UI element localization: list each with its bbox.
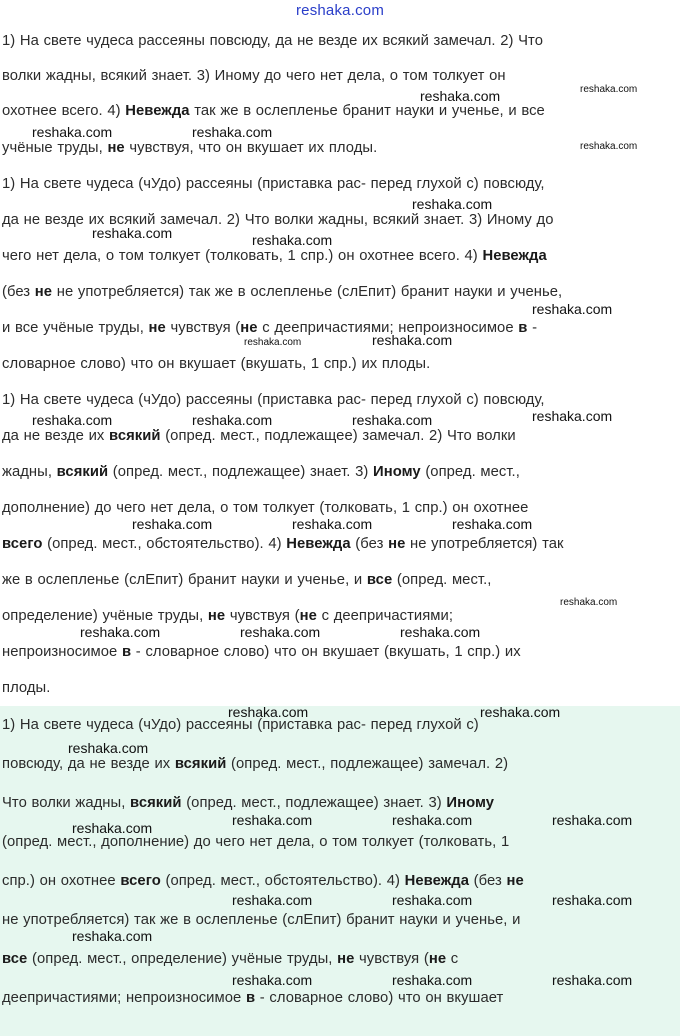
text-line: да не везде их всякий замечал. 2) Что волки жадны, всякий знает. 3) Иному до [2,212,554,228]
text-line [2,755,678,773]
bold-word: Иному [446,795,495,811]
bold-word: в [245,990,256,1006]
text-fragment: чувствуя ( [354,951,429,967]
bold-word: не [148,320,166,336]
watermark: reshaka.com [552,812,633,828]
bold-word: Невежда [125,103,190,119]
text-fragment: (опред. мест., обстоятельство). 4) [42,536,287,552]
text-fragment: (без [469,873,507,889]
text-line: (опред. мест., дополнение) до чего нет дела, о том толкует (толковать, 1 [2,834,510,850]
watermark: reshaka.com [392,892,473,908]
text-fragment: - [527,320,538,336]
watermark: reshaka.com [32,124,113,140]
text-fragment: учёные труды, [2,140,108,156]
watermark: reshaka.com [392,812,473,828]
bold-word: не [207,608,226,624]
bold-word: в [121,644,132,660]
text-fragment: не употребляется) так же в ослепленье (слЕпит) бранит науки и ученье, [52,284,563,300]
watermark: reshaka.com [480,704,561,720]
bold-word: не [506,873,524,889]
bold-word: Невежда [482,248,547,264]
text-fragment: жадны, [2,464,57,480]
text-fragment: определение) учёные труды, [2,608,208,624]
text-fragment: (опред. мест., подлежащее) замечал. 2) [226,756,509,772]
text-fragment: - словарное слово) что он вкушает [255,990,504,1006]
text-fragment: да не везде их [2,428,110,444]
text-fragment: с деепричастиями; непроизносимое [257,320,519,336]
watermark: reshaka.com [232,812,313,828]
bold-word: всякий [174,756,227,772]
text-fragment: чувствуя, что он вкушает их плоды. [124,140,378,156]
text-fragment: (опред. мест., подлежащее) знает. 3) [181,795,447,811]
watermark: reshaka.com [92,225,173,241]
text-fragment: - словарное слово) что он вкушает (вкушать, 1 спр.) их [131,644,521,660]
bold-word: всего [2,536,43,552]
bold-word: Иному [373,464,421,480]
text-line [2,102,678,120]
text-fragment: спр.) он охотнее [2,873,121,889]
text-fragment: с деепричастиями; [316,608,453,624]
text-line [2,139,678,157]
task-text-spelling-analysis [0,175,678,373]
text-line [2,794,678,812]
text-fragment: (без [350,536,389,552]
text-fragment: (опред. мест., [420,464,520,480]
bold-word: в [518,320,528,336]
text-line [2,247,678,265]
bold-word: все [2,951,28,967]
text-line [2,283,678,301]
text-line [2,427,678,445]
bold-word: не [107,140,125,156]
task-text-pronoun-analysis [0,391,678,697]
watermark: reshaka.com [72,928,153,944]
text-fragment: (без [2,284,35,300]
bold-word: всего [120,873,161,889]
text-line: плоды. [2,680,51,696]
text-line: 1) На свете чудеса рассеяны повсюду, да не везде их всякий замечал. 2) Что [2,33,543,49]
watermark: reshaka.com [552,892,633,908]
task-text-original [0,32,678,157]
text-fragment: (опред. мест., подлежащее) замечал. 2) Что волки [160,428,516,444]
bold-word: не [240,320,258,336]
text-line: волки жадны, всякий знает. 3) Иному до чего нет дела, о том толкует он [2,68,506,84]
watermark: reshaka.com [252,232,333,248]
text-fragment: и все учёные труды, [2,320,149,336]
text-fragment: охотнее всего. 4) [2,103,126,119]
watermark: reshaka.com [192,124,273,140]
watermark: reshaka.com [532,301,613,317]
watermark: reshaka.com [420,88,501,104]
bold-word: Невежда [286,536,351,552]
bold-word: не [428,951,447,967]
watermark: reshaka.com [68,740,149,756]
text-line [2,989,678,1007]
text-fragment: не употребляется) так [405,536,564,552]
text-line: 1) На свете чудеса (чУдо) рассеяны (приставка рас- перед глухой с) [2,717,479,733]
text-line: не употребляется) так же в ослепленье (слЕпит) бранит науки и ученье, и [2,912,521,928]
text-line [2,643,678,661]
watermark: reshaka.com [552,972,633,988]
text-fragment: (опред. мест., [392,572,492,588]
text-line [2,535,678,553]
watermark: reshaka.com [580,84,638,95]
watermark: reshaka.com [400,624,481,640]
text-fragment: так же в ослепленье бранит науки и ученье, и все [189,103,545,119]
watermark: reshaka.com [372,332,453,348]
watermark: reshaka.com [232,892,313,908]
bold-word: всякий [56,464,109,480]
text-fragment: чувствуя ( [225,608,300,624]
text-fragment: чувствуя ( [165,320,241,336]
bold-word: не [299,608,317,624]
text-fragment: (опред. мест., обстоятельство). 4) [160,873,405,889]
bold-word: все [366,572,393,588]
bold-word: не [388,536,406,552]
watermark: reshaka.com [240,624,321,640]
bold-word: всякий [130,795,182,811]
watermark: reshaka.com [560,597,618,608]
watermark: reshaka.com [392,972,473,988]
site-title-link[interactable]: reshaka.com [295,2,385,19]
watermark: reshaka.com [80,624,161,640]
bold-word: всякий [109,428,161,444]
text-fragment: с [446,951,459,967]
watermark: reshaka.com [412,196,493,212]
watermark: reshaka.com [352,412,433,428]
text-line: 1) На свете чудеса (чУдо) рассеяны (приставка рас- перед глухой с) повсюду, [2,392,545,408]
watermark: reshaka.com [32,412,113,428]
text-fragment: (опред. мест., определение) учёные труды, [27,951,338,967]
bold-word: не [34,284,53,300]
bold-word: не [337,951,355,967]
text-fragment: деепричастиями; непроизносимое [2,990,246,1006]
text-line [2,607,678,625]
text-fragment: (опред. мест., подлежащее) знает. 3) [108,464,374,480]
watermark: reshaka.com [452,516,533,532]
watermark: reshaka.com [244,337,302,348]
text-line [2,319,678,337]
watermark: reshaka.com [132,516,213,532]
text-fragment: Что волки жадны, [2,795,131,811]
watermark: reshaka.com [192,412,273,428]
watermark: reshaka.com [228,704,309,720]
text-line [2,950,678,968]
watermark: reshaka.com [232,972,313,988]
text-fragment: чего нет дела, о том толкует (толковать, 1 спр.) он охотнее всего. 4) [2,248,483,264]
text-line: дополнение) до чего нет дела, о том толкует (толковать, 1 спр.) он охотнее [2,500,529,516]
task-text-full-analysis [0,716,678,1007]
watermark: reshaka.com [292,516,373,532]
text-fragment: повсюду, да не везде их [2,756,175,772]
bold-word: Невежда [404,873,469,889]
watermark: reshaka.com [580,141,638,152]
text-line [2,872,678,890]
text-fragment: же в ослепленье (слЕпит) бранит науки и ученье, и [2,572,367,588]
text-line [2,571,678,589]
watermark: reshaka.com [532,408,613,424]
text-line [2,463,678,481]
text-fragment: непроизносимое [2,644,122,660]
watermark: reshaka.com [72,820,153,836]
text-line: словарное слово) что он вкушает (вкушать, 1 спр.) их плоды. [2,356,431,372]
text-line: 1) На свете чудеса (чУдо) рассеяны (приставка рас- перед глухой с) повсюду, [2,176,545,192]
